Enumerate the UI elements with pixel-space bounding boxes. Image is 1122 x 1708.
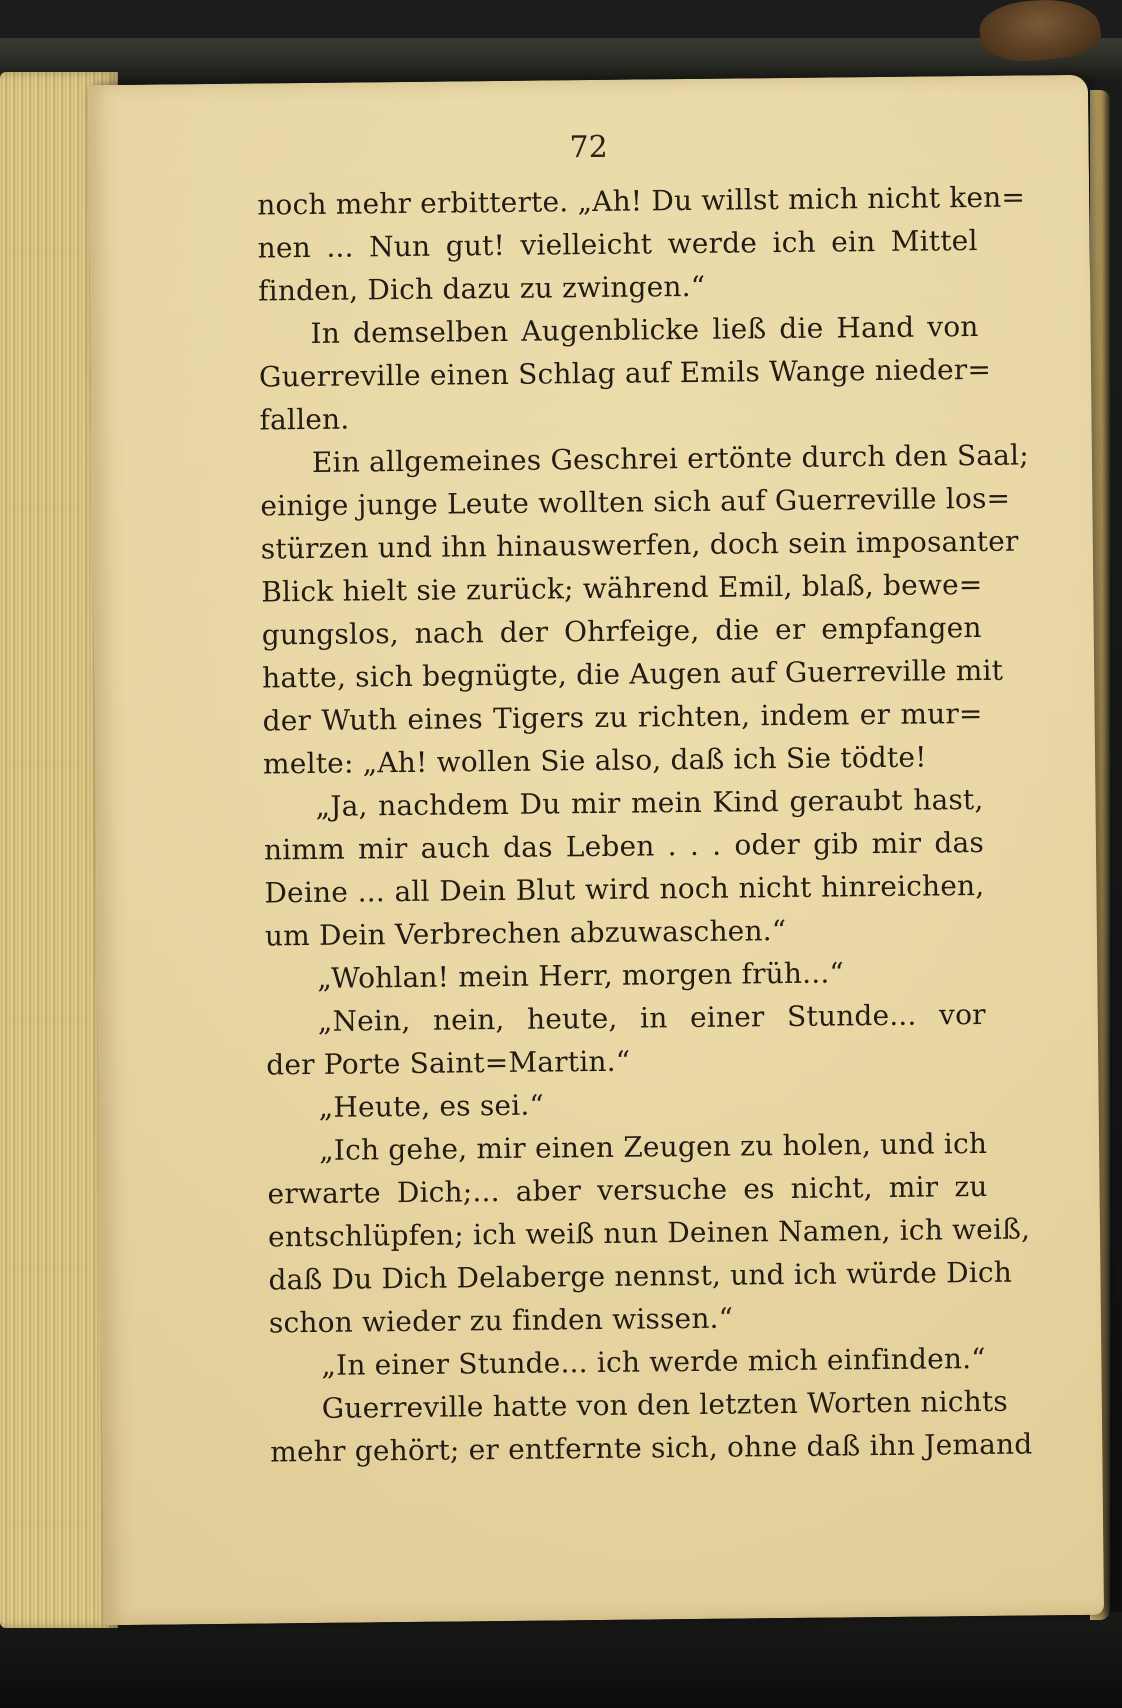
text-line: „In einer Stunde... ich werde mich einfinden.“ [321,1341,986,1382]
text-line: finden, Dich dazu zu zwingen.“ [257,269,706,308]
text-line: „Ja, nachdem Du mir mein Kind geraubt hast, [315,782,984,823]
text-line: „Wohlan! mein Herr, morgen früh...“ [317,956,845,995]
text-line: „Ich gehe, mir einen Zeugen zu holen, und ich [318,1126,988,1167]
text-line: der Porte Saint=Martin.“ [266,1044,631,1082]
text-line: der Wuth eines Tigers zu richten, indem er mur= [262,696,983,738]
text-line: um Dein Verbrechen abzuwaschen.“ [264,914,787,953]
text-line: noch mehr erbitterte. „Ah! Du willst mich nicht ken= [257,180,1026,222]
text-line: mehr gehört; er entfernte sich, ohne daß ihn Jemand [270,1427,1033,1469]
text-line: nen ... Nun gut! vielleicht werde ich ein Mittel [257,223,978,265]
text-line: entschlüpfen; ich weiß nun Deinen Namen, ich weiß, [267,1212,1031,1254]
text-line: Blick hielt sie zurück; während Emil, blaß, bewe= [261,567,983,609]
text-line: Guerreville hatte von den letzten Worten nichts [321,1384,1009,1425]
text-line: fallen. [259,402,350,437]
text-line: Guerreville einen Schlag auf Emils Wange nieder= [258,352,992,394]
text-line: gungslos, nach der Ohrfeige, die er empfangen [261,610,982,652]
text-line: erwarte Dich;... aber versuche es nicht, mir zu [267,1169,988,1211]
text-line: „Nein, nein, heute, in einer Stunde... vor [317,997,986,1038]
text-line: einige junge Leute wollten sich auf Guerreville los= [260,481,1011,523]
book-page [88,75,1104,1625]
page-text [257,176,1033,1473]
page-number: 72 [569,129,608,166]
book-cover-bottom [0,1612,1122,1708]
text-line: hatte, sich begnügte, die Augen auf Guerreville mit [262,653,1004,695]
text-line: „Heute, es sei.“ [318,1088,545,1124]
text-line: Ein allgemeines Geschrei ertönte durch den Saal; [311,438,1030,479]
text-line: daß Du Dich Delaberge nennst, und ich würde Dich [268,1255,1013,1297]
text-line: melte: „Ah! wollen Sie also, daß ich Sie tödte! [262,740,927,781]
text-line: Deine ... all Dein Blut wird noch nicht hinreichen, [264,868,985,910]
text-line: stürzen und ihn hinauswerfen, doch sein imposanter [260,524,1019,566]
text-line: In demselben Augenblicke ließ die Hand von [310,309,979,350]
text-line: schon wieder zu finden wissen.“ [268,1301,734,1340]
text-line: nimm mir auch das Leben . . . oder gib mir das [263,825,985,867]
